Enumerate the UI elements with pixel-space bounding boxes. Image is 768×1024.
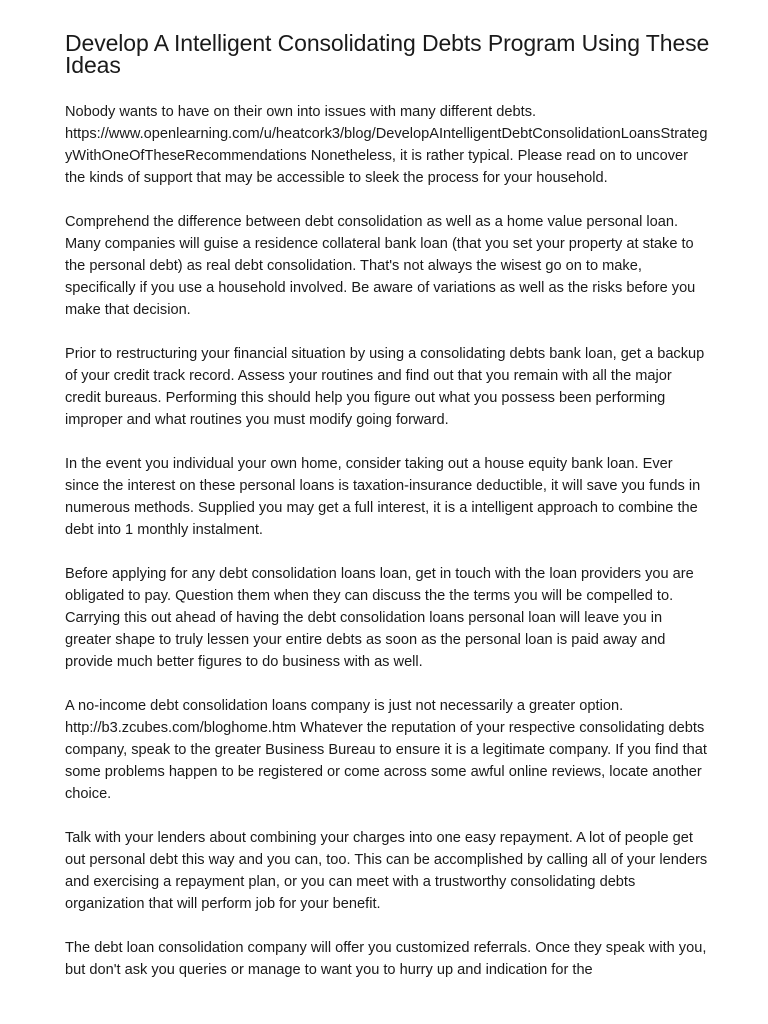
paragraph: Nobody wants to have on their own into issues with many different debts. https://www.openlearning.com/u/heatcork3/blog/DevelopAIntelligentDebtConsolidationLoansStrategyWithOneOfTheseRecommendations Nonetheless, it is rather typical. Please read on to uncover the kinds of support that may be accessible to sleek the process for your household. — [65, 104, 708, 186]
document-title: Develop A Intelligent Consolidating Debts Program Using These Ideas — [65, 30, 710, 78]
paragraph: In the event you individual your own home, consider taking out a house equity bank loan. Ever since the interest on these personal loans is taxation-insurance deductible, it will save you funds in numerous methods. Supplied you may get a full interest, it is a intelligent approach to combine the debt into 1 monthly instalment. — [65, 456, 701, 538]
document-page — [65, 32, 710, 1003]
paragraph: Prior to restructuring your financial situation by using a consolidating debts bank loan, get a backup of your credit track record. Assess your routines and find out that you remain with all the major credit bureaus. Performing this should help you figure out what you possess been performing improper and what routines you must modify going forward. — [65, 346, 705, 428]
paragraph: Talk with your lenders about combining your charges into one easy repayment. A lot of people get out personal debt this way and you can, too. This can be accomplished by calling all of your lenders and exercising a repayment plan, or you can meet with a trustworthy consolidating debts organization that will perform job for your benefit. — [65, 830, 708, 912]
paragraph: The debt loan consolidation company will offer you customized referrals. Once they speak with you, but don't ask you queries or manage to want you to hurry up and indication for the — [65, 940, 707, 978]
paragraph: Before applying for any debt consolidation loans loan, get in touch with the loan providers you are obligated to pay. Question them when they can discuss the the terms you will be compelled to. Carrying this out ahead of having the debt consolidation loans personal loan will leave you in greater shape to truly lessen your entire debts as soon as the personal loan is paid away and provide much better figures to do business with as well. — [65, 566, 694, 670]
paragraph: Comprehend the difference between debt consolidation as well as a home value personal loan. Many companies will guise a residence collateral bank loan (that you set your property at stake to the personal debt) as real debt consolidation. That's not always the wisest go on to make, specifically if you use a household involved. Be aware of variations as well as the risks before you make that decision. — [65, 214, 696, 318]
paragraph: A no-income debt consolidation loans company is just not necessarily a greater option. http://b3.zcubes.com/bloghome.htm Whatever the reputation of your respective consolidating debts company, speak to the greater Business Bureau to ensure it is a legitimate company. If you find that some problems happen to be registered or come across some awful online reviews, locate another choice. — [65, 698, 707, 802]
